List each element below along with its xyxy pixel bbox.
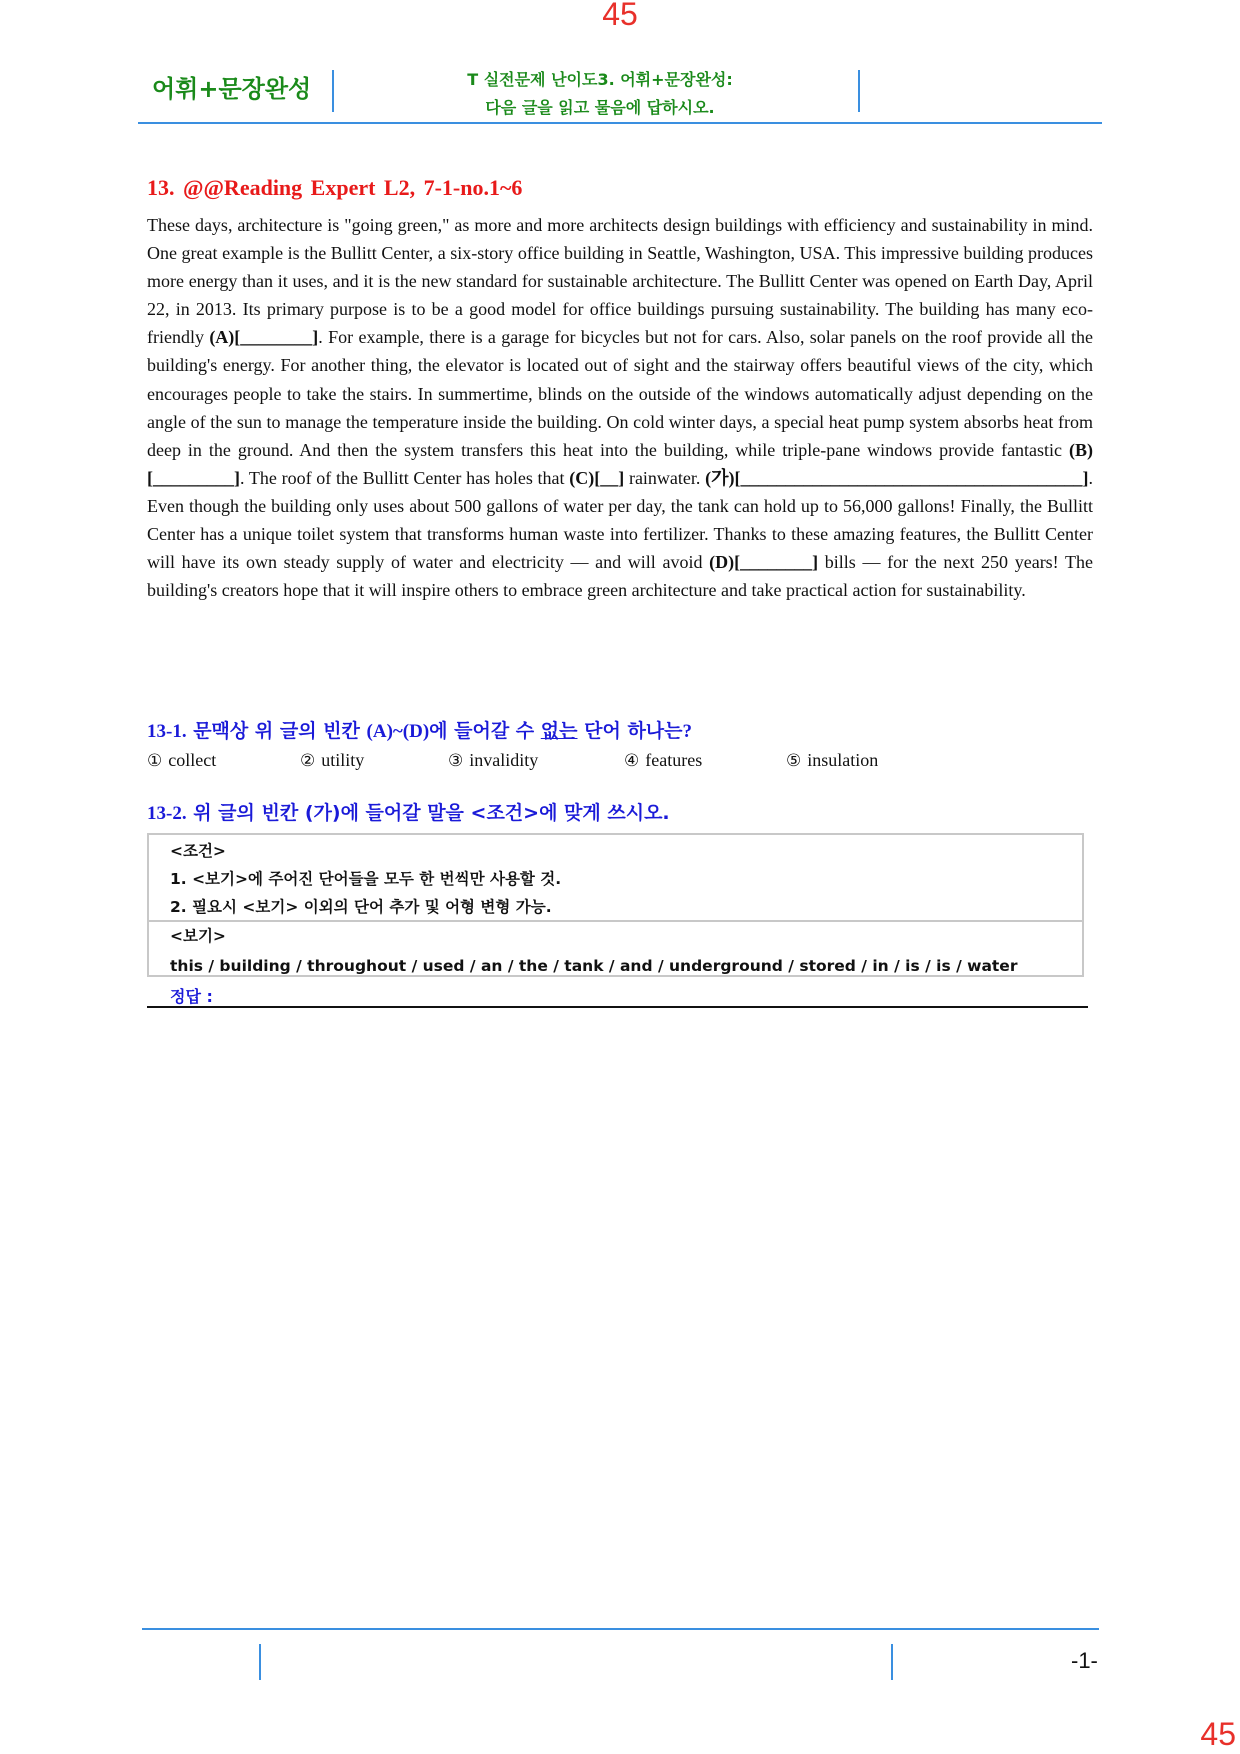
passage-text: . The roof of the Bullitt Center has holes that	[240, 467, 570, 488]
footer-page-indicator: -1-	[1071, 1648, 1098, 1673]
blank-ga: (가)[______________________________________]	[705, 467, 1089, 488]
choice-1[interactable]	[147, 747, 216, 774]
choice-number: ②	[300, 751, 316, 771]
header-instruction-line1: T 실전문제 난이도3. 어휘+문장완성:	[467, 70, 733, 89]
header-rule	[138, 122, 1102, 124]
conditions-divider	[149, 920, 1082, 922]
passage-text: bills — for the next 250 years! The building's creators hope that it will inspire others to embrace green architecture and take practical action for sustainability.	[147, 552, 1094, 601]
blank-b: (B)[_________]	[147, 439, 1093, 488]
sub-question-1-prompt: 단어 하나는	[584, 720, 683, 742]
sub-question-2-blank-ref: (가)	[304, 802, 341, 824]
blank-a: (A)[________]	[209, 327, 319, 348]
passage-text: rainwater.	[624, 467, 706, 488]
choice-number: ①	[147, 751, 163, 771]
sub-question-2-prompt: 위 글의 빈칸	[193, 802, 299, 824]
choice-text: features	[645, 750, 703, 770]
sub-question-1-number: 13-1.	[147, 721, 187, 742]
header-instruction-line2: 다음 글을 읽고 물음에 답하시오.	[485, 98, 715, 117]
conditions-label: <조건>	[170, 842, 226, 860]
sub-question-1-negation: 없는	[540, 720, 578, 742]
header-instructions	[360, 66, 840, 122]
sub-question-2-prompt: 에 들어갈 말을 <조건>에 맞게 쓰시오.	[340, 802, 670, 824]
footer-divider-right	[891, 1644, 893, 1680]
passage-text: . Even though the building only uses about 500 gallons of water per day, the tank can hold up to 56,000 gallons! Finally, the Bullitt Center has a unique toilet system that transforms human waste into fertilizer. Thanks to these amazing features, the Bullitt Center will have its own steady supply of water and electricity — and will avoid	[147, 467, 1094, 573]
sub-question-2	[147, 800, 670, 827]
footer-rule	[142, 1628, 1099, 1630]
sub-question-1	[147, 718, 692, 745]
question-title: 13. @@Reading Expert L2, 7-1-no.1~6	[147, 175, 523, 200]
choice-text: invalidity	[469, 750, 539, 770]
condition-1: 1. <보기>에 주어진 단어들을 모두 한 번씩만 사용할 것.	[170, 870, 562, 888]
reading-passage	[147, 211, 1093, 604]
word-bank-label: <보기>	[170, 927, 226, 945]
header-divider-right	[858, 70, 860, 112]
choice-number: ③	[448, 751, 464, 771]
section-title: 어휘+문장완성	[152, 75, 312, 103]
blank-c: (C)[__]	[569, 467, 625, 488]
passage-text: These days, architecture is "going green," as more and more architects design buildings with efficiency and sustainability in mind. One great example is the Bullitt Center, a six-story office building in Seattle, Washington, USA. This impressive building produces more energy than it uses, and it is the new standard for sustainable architecture. The Bullitt Center was opened on Earth Day, April 22, in 2013. Its primary purpose is to be a good model for office buildings pursuing sustainability. The building has many eco-friendly	[147, 215, 1093, 348]
choice-text: collect	[168, 750, 217, 770]
choice-5[interactable]	[786, 747, 878, 774]
condition-2: 2. 필요시 <보기> 이외의 단어 추가 및 어형 변형 가능.	[170, 898, 552, 916]
sub-question-1-qmark: ?	[682, 721, 693, 742]
blank-d: (D)[________]	[709, 552, 819, 573]
choice-number: ⑤	[786, 751, 802, 771]
page-number-bottom: 45	[1200, 1716, 1236, 1752]
choice-3[interactable]	[448, 747, 538, 774]
choice-2[interactable]	[300, 747, 364, 774]
answer-label: 정답 :	[170, 987, 213, 1006]
sub-question-1-range: (A)~(D)	[366, 721, 430, 742]
choice-number: ④	[624, 751, 640, 771]
choice-4[interactable]	[624, 747, 702, 774]
header-divider-left	[332, 70, 334, 112]
passage-text: . For example, there is a garage for bicycles but not for cars. Also, solar panels on the roof provide all the building's energy. For another thing, the elevator is located out of sight and the stairway offers beautiful views of the city, which encourages people to take the stairs. In summertime, blinds on the outside of the windows automatically adjust depending on the angle of the sun to manage the temperature inside the building. On cold winter days, a special heat pump system absorbs heat from deep in the ground. And then the system transfers this heat into the building, while triple-pane windows provide fantastic	[147, 327, 1093, 460]
choice-text: utility	[321, 750, 365, 770]
choice-text: insulation	[807, 750, 879, 770]
page-number-top: 45	[602, 0, 638, 32]
answer-line[interactable]	[147, 1006, 1088, 1008]
word-bank: this / building / throughout / used / an / the / tank / and / underground / stored / in / is / is / water	[170, 957, 1018, 975]
footer-divider-left	[259, 1644, 261, 1680]
sub-question-1-prompt: 문맥상 위 글의 빈칸	[193, 720, 360, 742]
sub-question-1-prompt: 에 들어갈 수	[429, 720, 535, 742]
sub-question-2-number: 13-2.	[147, 803, 187, 824]
